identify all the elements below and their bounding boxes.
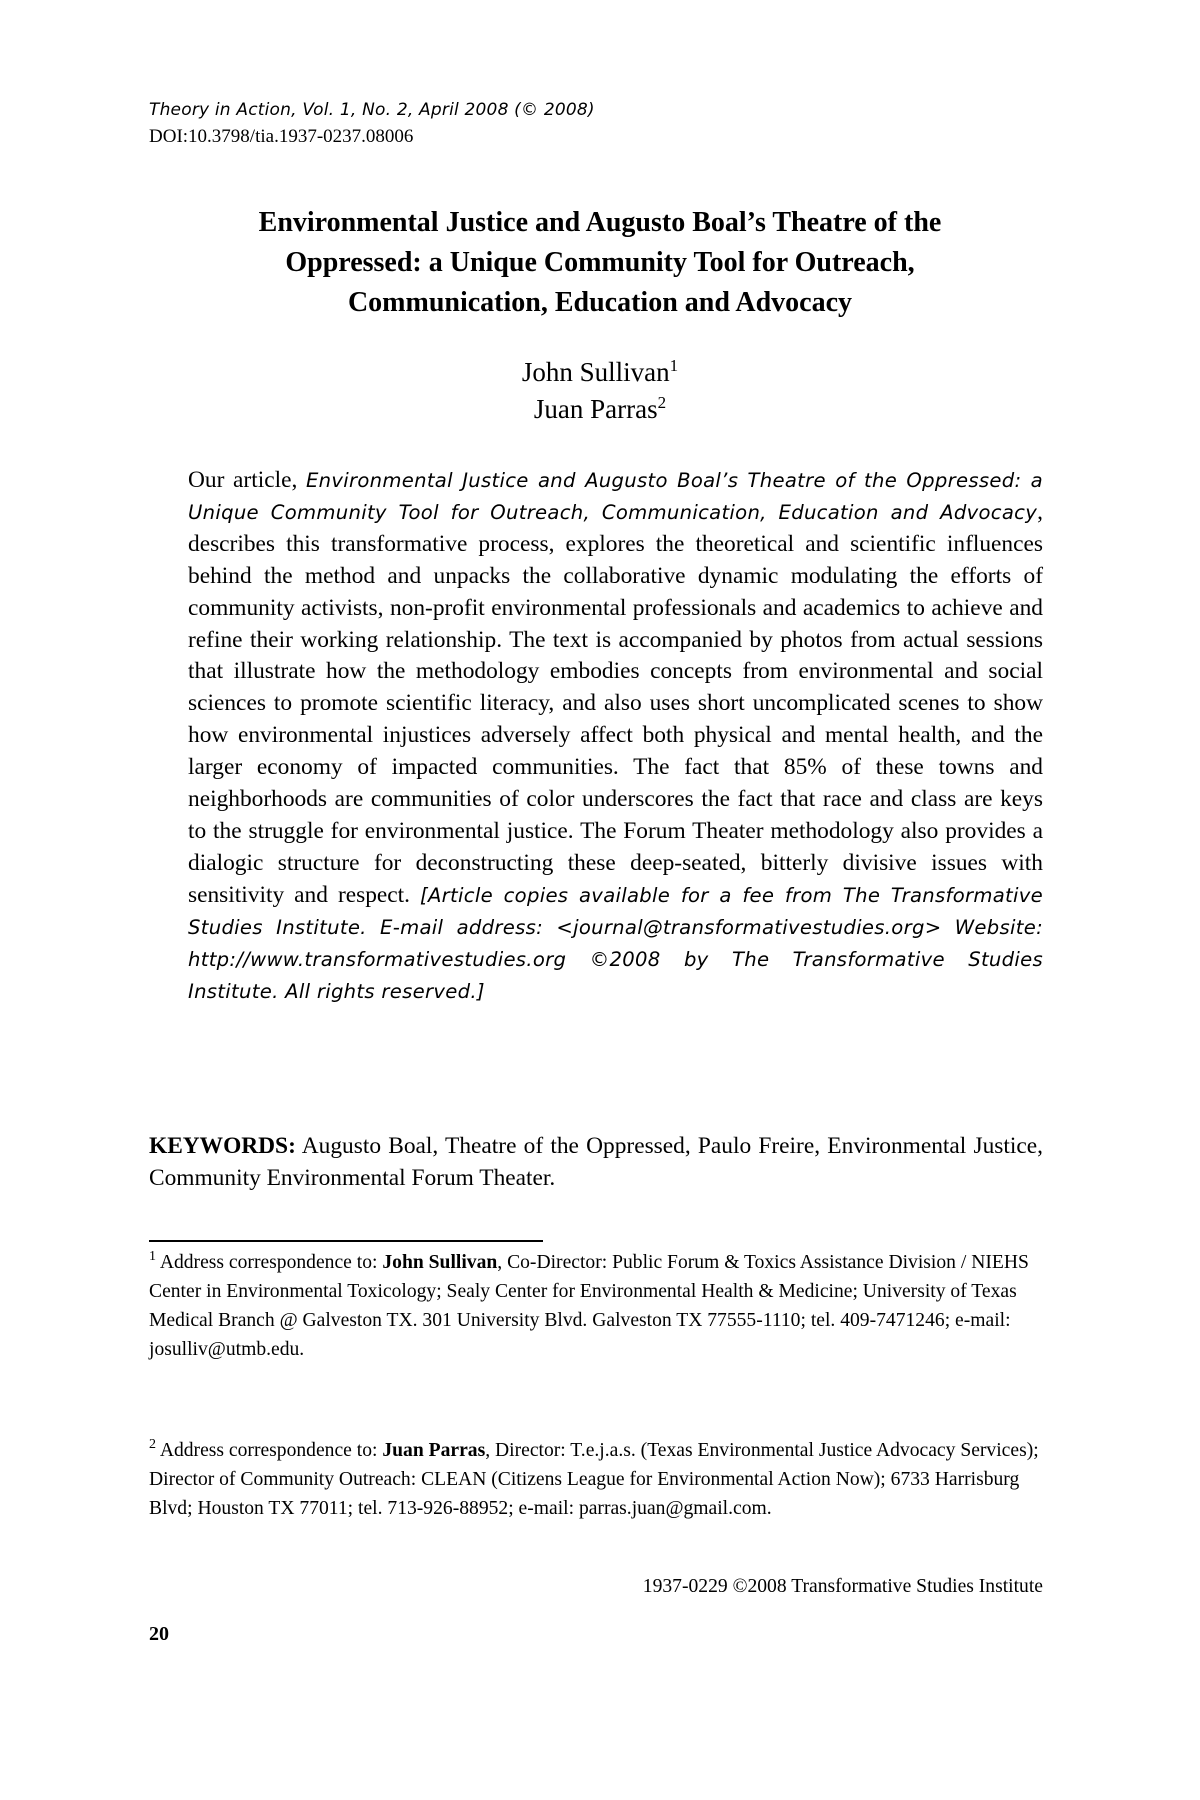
footnote-mark: 2 bbox=[657, 393, 667, 412]
footnote-number: 2 bbox=[149, 1437, 156, 1452]
copyright-line: 1937-0229 ©2008 Transformative Studies Institute bbox=[642, 1576, 1043, 1597]
abstract-body: , describes this transformative process, explores the theoretical and scientific influences behind the method and unpacks the collaborative dynamic modulating the efforts of community activists, non-profit environmental professionals and academics to achieve and refine their working relationship. The text is accompanied by photos from actual sessions that illustrate how the methodology embodies concepts from environmental and social sciences to promote scientific literacy, and also uses short uncomplicated scenes to show how environmental injustices adversely affect both physical and mental health, and the larger economy of impacted communities. The fact that 85% of these towns and neighborhoods are communities of color underscores the fact that race and class are keys to the struggle for environmental justice. The Forum Theater methodology also provides a dialogic structure for deconstructing these deep-seated, bitterly divisive issues with sensitivity and respect. bbox=[188, 498, 1043, 908]
abstract bbox=[188, 465, 1043, 1007]
footnote-prefix: Address correspondence to: bbox=[156, 1252, 383, 1273]
footnote-1 bbox=[149, 1249, 1049, 1365]
footnote-number: 1 bbox=[149, 1249, 156, 1264]
footnote-text: , Co-Director: Public Forum & Toxics Assistance Division / NIEHS Center in Environmental Toxicology; Sealy Center for Environmental Health & Medicine; University of Texas Medical Branch @ Galveston TX. 301 University Blvd. Galveston TX 77555-1110; tel. 409-7471246; e-mail: josulliv@utmb.edu. bbox=[149, 1252, 1029, 1360]
author-name: Juan Parras bbox=[533, 394, 658, 424]
title-line-1: Environmental Justice and Augusto Boal’s Theatre of the bbox=[258, 207, 942, 238]
author-list bbox=[150, 354, 1050, 428]
article-title bbox=[150, 203, 1050, 323]
abstract-article-title: Environmental Justice and Augusto Boal’s Theatre of the Oppressed: a Unique Community Tool for Outreach, Communication, Education and Advocacy bbox=[188, 469, 1043, 524]
footnote-prefix: Address correspondence to: bbox=[156, 1440, 383, 1461]
keywords-text: Augusto Boal, Theatre of the Oppressed, Paulo Freire, Environmental Justice, Community Environmental Forum Theater. bbox=[149, 1133, 1043, 1191]
footnote-author: John Sullivan bbox=[382, 1252, 498, 1273]
footnote-author: Juan Parras bbox=[382, 1440, 486, 1461]
footnote-text: , Director: T.e.j.a.s. (Texas Environmental Justice Advocacy Services); Director of Community Outreach: CLEAN (Citizens League for Environmental Action Now); 6733 Harrisburg Blvd; Houston TX 77011; tel. 713-926-88952; e-mail: parras.juan@gmail.com. bbox=[149, 1440, 1039, 1519]
author-name: John Sullivan bbox=[521, 357, 670, 387]
keywords-label: KEYWORDS: bbox=[149, 1133, 296, 1159]
journal-citation: Theory in Action, Vol. 1, No. 2, April 2008 (© 2008) bbox=[149, 100, 595, 120]
footnote-2 bbox=[149, 1437, 1049, 1524]
abstract-lead: Our article, bbox=[188, 467, 306, 493]
author-2 bbox=[150, 391, 1050, 428]
title-line-3: Communication, Education and Advocacy bbox=[347, 287, 853, 318]
abstract-notice: [Article copies available for a fee from The Transformative Studies Institute. E-mail address: <journal@transformativestudies.org> Website: http://www.transformativestudies.org ©2008 by The Transformative Studies Institute. All rights reserved.] bbox=[188, 883, 1044, 1003]
footnote-mark: 1 bbox=[669, 356, 679, 375]
footnote-divider bbox=[149, 1240, 543, 1242]
page-number: 20 bbox=[149, 1623, 169, 1645]
title-line-2: Oppressed: a Unique Community Tool for Outreach, bbox=[285, 247, 915, 278]
author-1 bbox=[150, 354, 1050, 391]
keywords bbox=[149, 1130, 1043, 1194]
doi: DOI:10.3798/tia.1937-0237.08006 bbox=[149, 126, 414, 147]
